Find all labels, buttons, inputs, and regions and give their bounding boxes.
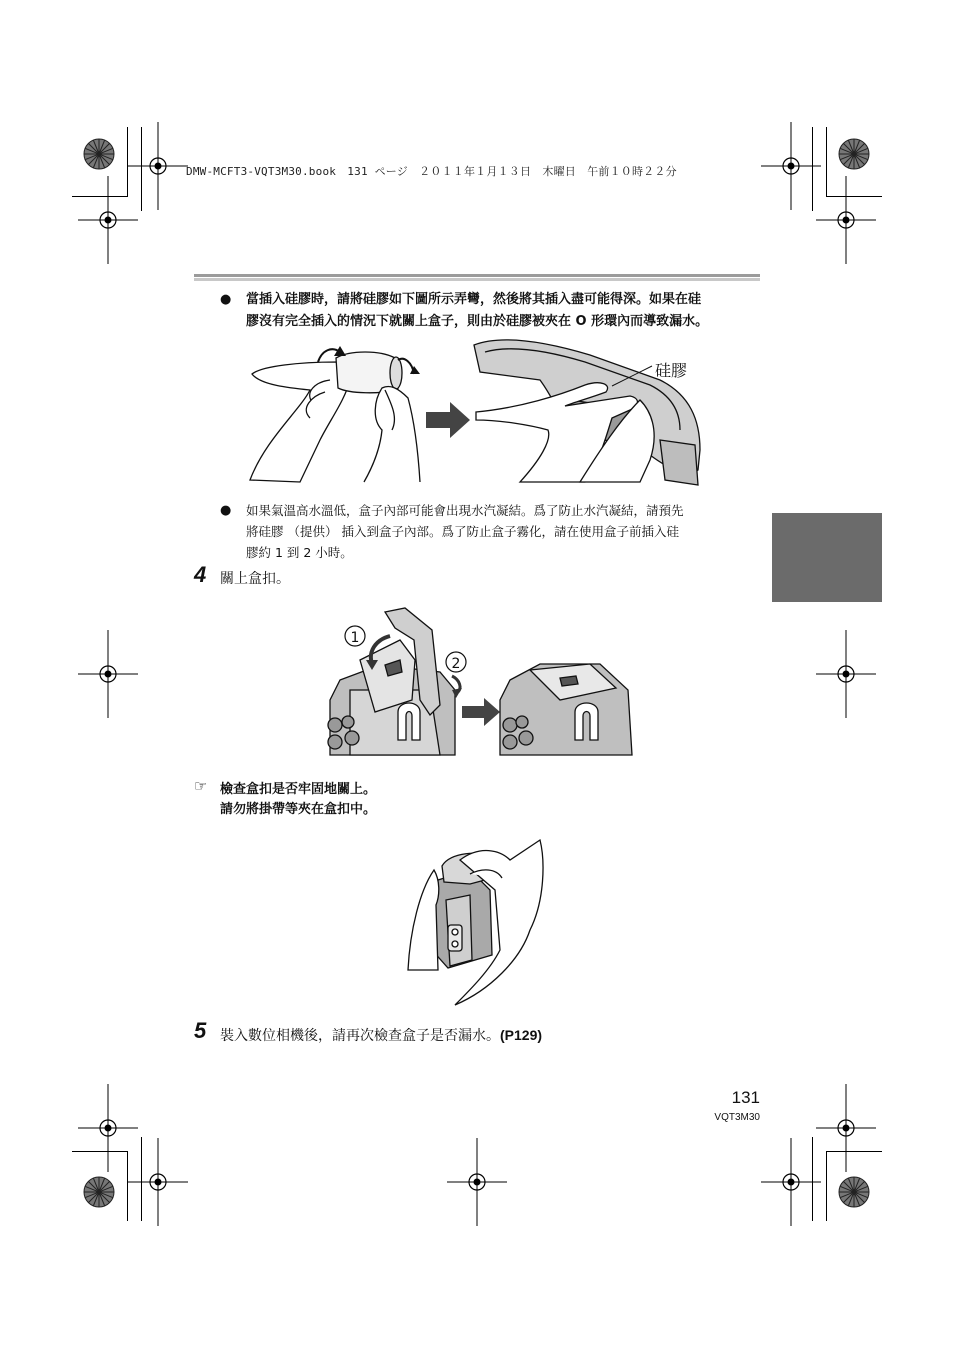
file-header: DMW-MCFT3-VQT3M30.book 131 ページ ２０１１年１月１３日 木曜日 午前１０時２２分: [186, 165, 677, 178]
note-line: 請勿將掛帶等夾在盒扣中。: [220, 802, 377, 817]
hand-pointer-icon: ☞: [194, 777, 208, 795]
note-line: 檢查盒扣是否牢固地關上。: [220, 782, 377, 797]
bullet-icon: ●: [220, 503, 232, 518]
step-text: 關上盒扣。: [220, 571, 290, 587]
step-number: 5: [194, 1018, 207, 1043]
bullet-line: 膠沒有完全插入的情況下就關上盒子，則由於硅膠被夾在 O 形環內而導致漏水。: [246, 314, 709, 329]
bullet-line: 當插入硅膠時，請將硅膠如下圖所示弄彎，然後將其插入盡可能得深。如果在硅: [246, 292, 702, 307]
marker-1-glyph: 1: [350, 630, 360, 646]
page-number: 131: [731, 1088, 760, 1107]
bullet-line: 將硅膠 （提供） 插入到盒子內部。爲了防止盒子霧化，請在使用盒子前插入硅: [246, 524, 679, 539]
step-text-main: 裝入數位相機後，請再次檢查盒子是否漏水。: [220, 1028, 500, 1044]
bullet-icon: ●: [220, 292, 232, 307]
bullet-line: 膠約 1 到 2 小時。: [246, 545, 353, 560]
silica-gel-label: 硅膠: [655, 361, 688, 380]
step-text: [220, 1025, 542, 1045]
marker-2-glyph: 2: [451, 656, 461, 672]
bullet-line: 如果氣溫高水溫低，盒子內部可能會出現水汽凝結。爲了防止水汽凝結，請預先: [246, 503, 684, 518]
page-reference-link[interactable]: (P129): [500, 1027, 543, 1043]
step-number: 4: [194, 562, 207, 587]
document-code: VQT3M30: [714, 1112, 760, 1123]
